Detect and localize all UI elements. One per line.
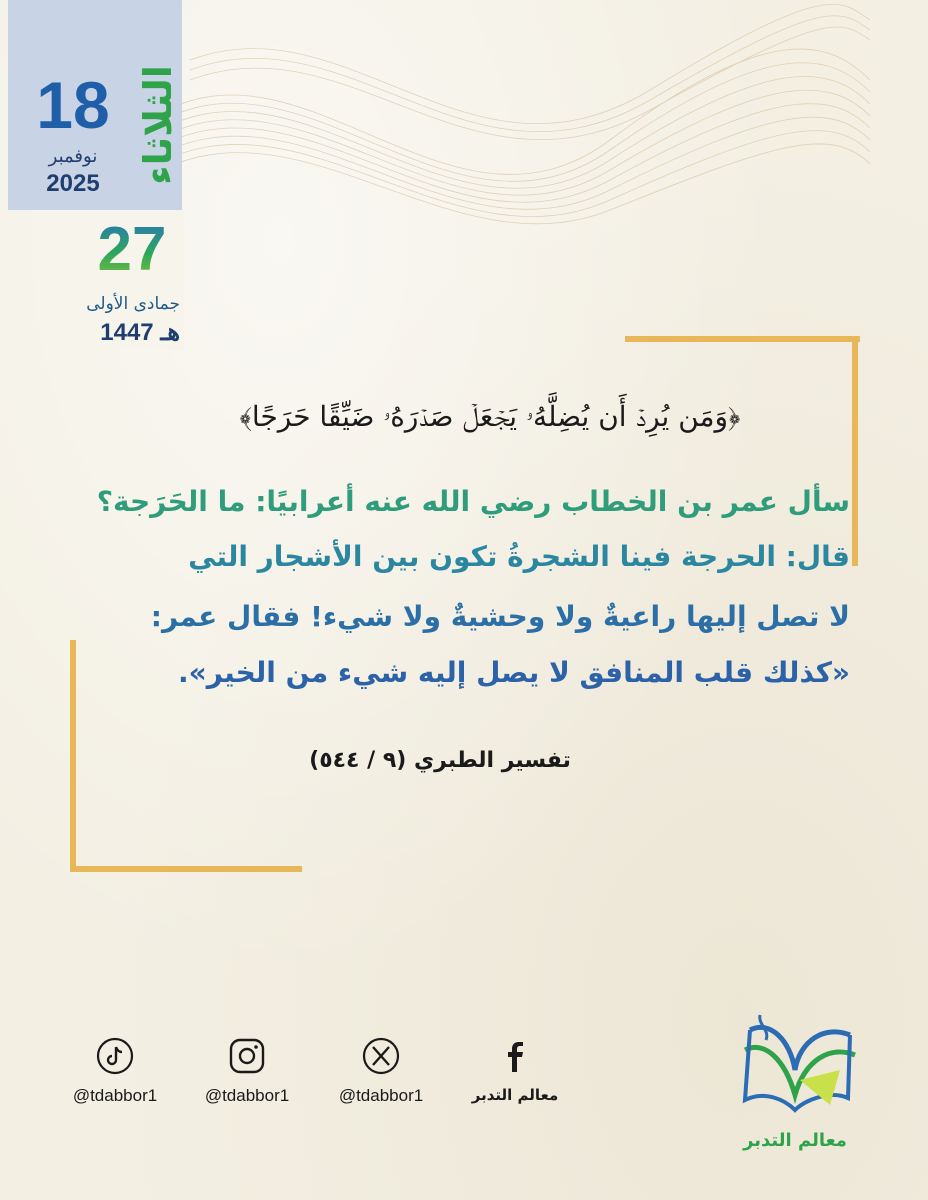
narration-line-1: سأل عمر بن الخطاب رضي الله عنه أعرابيًا: ما الحَرَجة؟ [96, 485, 850, 518]
hijri-year: 1447 هـ [100, 319, 180, 346]
gregorian-month: نوفمبر [48, 146, 98, 167]
x-handle: @tdabbor1 [338, 1086, 424, 1105]
gregorian-day: 18 [36, 68, 110, 142]
gregorian-year: 2025 [46, 170, 100, 197]
frame-bottom-left-vertical [70, 640, 76, 872]
tiktok-handle: @tdabbor1 [72, 1086, 158, 1105]
frame-top-right-horizontal [625, 336, 860, 342]
source-citation: تفسير الطبري (٩ / ٥٤٤) [309, 748, 571, 773]
social-facebook[interactable] [440, 1036, 590, 1104]
hijri-date-panel [80, 210, 184, 350]
tiktok-icon [95, 1036, 135, 1076]
frame-top-right-vertical [852, 336, 858, 566]
gregorian-date-panel [8, 0, 182, 210]
frame-bottom-left-horizontal [70, 866, 302, 872]
narration-line-3: لا تصل إليها راعيةٌ ولا وحشيةٌ ولا شيء! فقال عمر: [150, 600, 850, 633]
narration-line-4: «كذلك قلب المنافق لا يصل إليه شيء من الخير». [178, 656, 850, 689]
x-icon [361, 1036, 401, 1076]
social-tiktok[interactable] [40, 1036, 190, 1106]
social-instagram[interactable] [172, 1036, 322, 1106]
weekday-label: الثلاثاء [136, 65, 180, 185]
brand-logo [730, 1010, 860, 1130]
quran-verse: ﴿وَمَن يُرِدۡ أَن يُضِلَّهُۥ يَجۡعَلۡ صَدۡرَهُۥ ضَيِّقًا حَرَجًا﴾ [239, 400, 741, 433]
logo-wordmark: معالم التدبر [743, 1130, 847, 1151]
social-x[interactable] [306, 1036, 456, 1106]
weekday [130, 40, 186, 210]
decorative-waves [150, 0, 870, 280]
facebook-handle: معالم التدبر [471, 1086, 559, 1104]
instagram-icon [227, 1036, 267, 1076]
narration-line-2: قال: الحرجة فينا الشجرةُ تكون بين الأشجار التي [188, 540, 850, 573]
facebook-icon [495, 1036, 535, 1076]
hijri-day: 27 [80, 214, 184, 286]
hijri-month: جمادى الأولى [86, 294, 180, 314]
instagram-handle: @tdabbor1 [204, 1086, 290, 1105]
